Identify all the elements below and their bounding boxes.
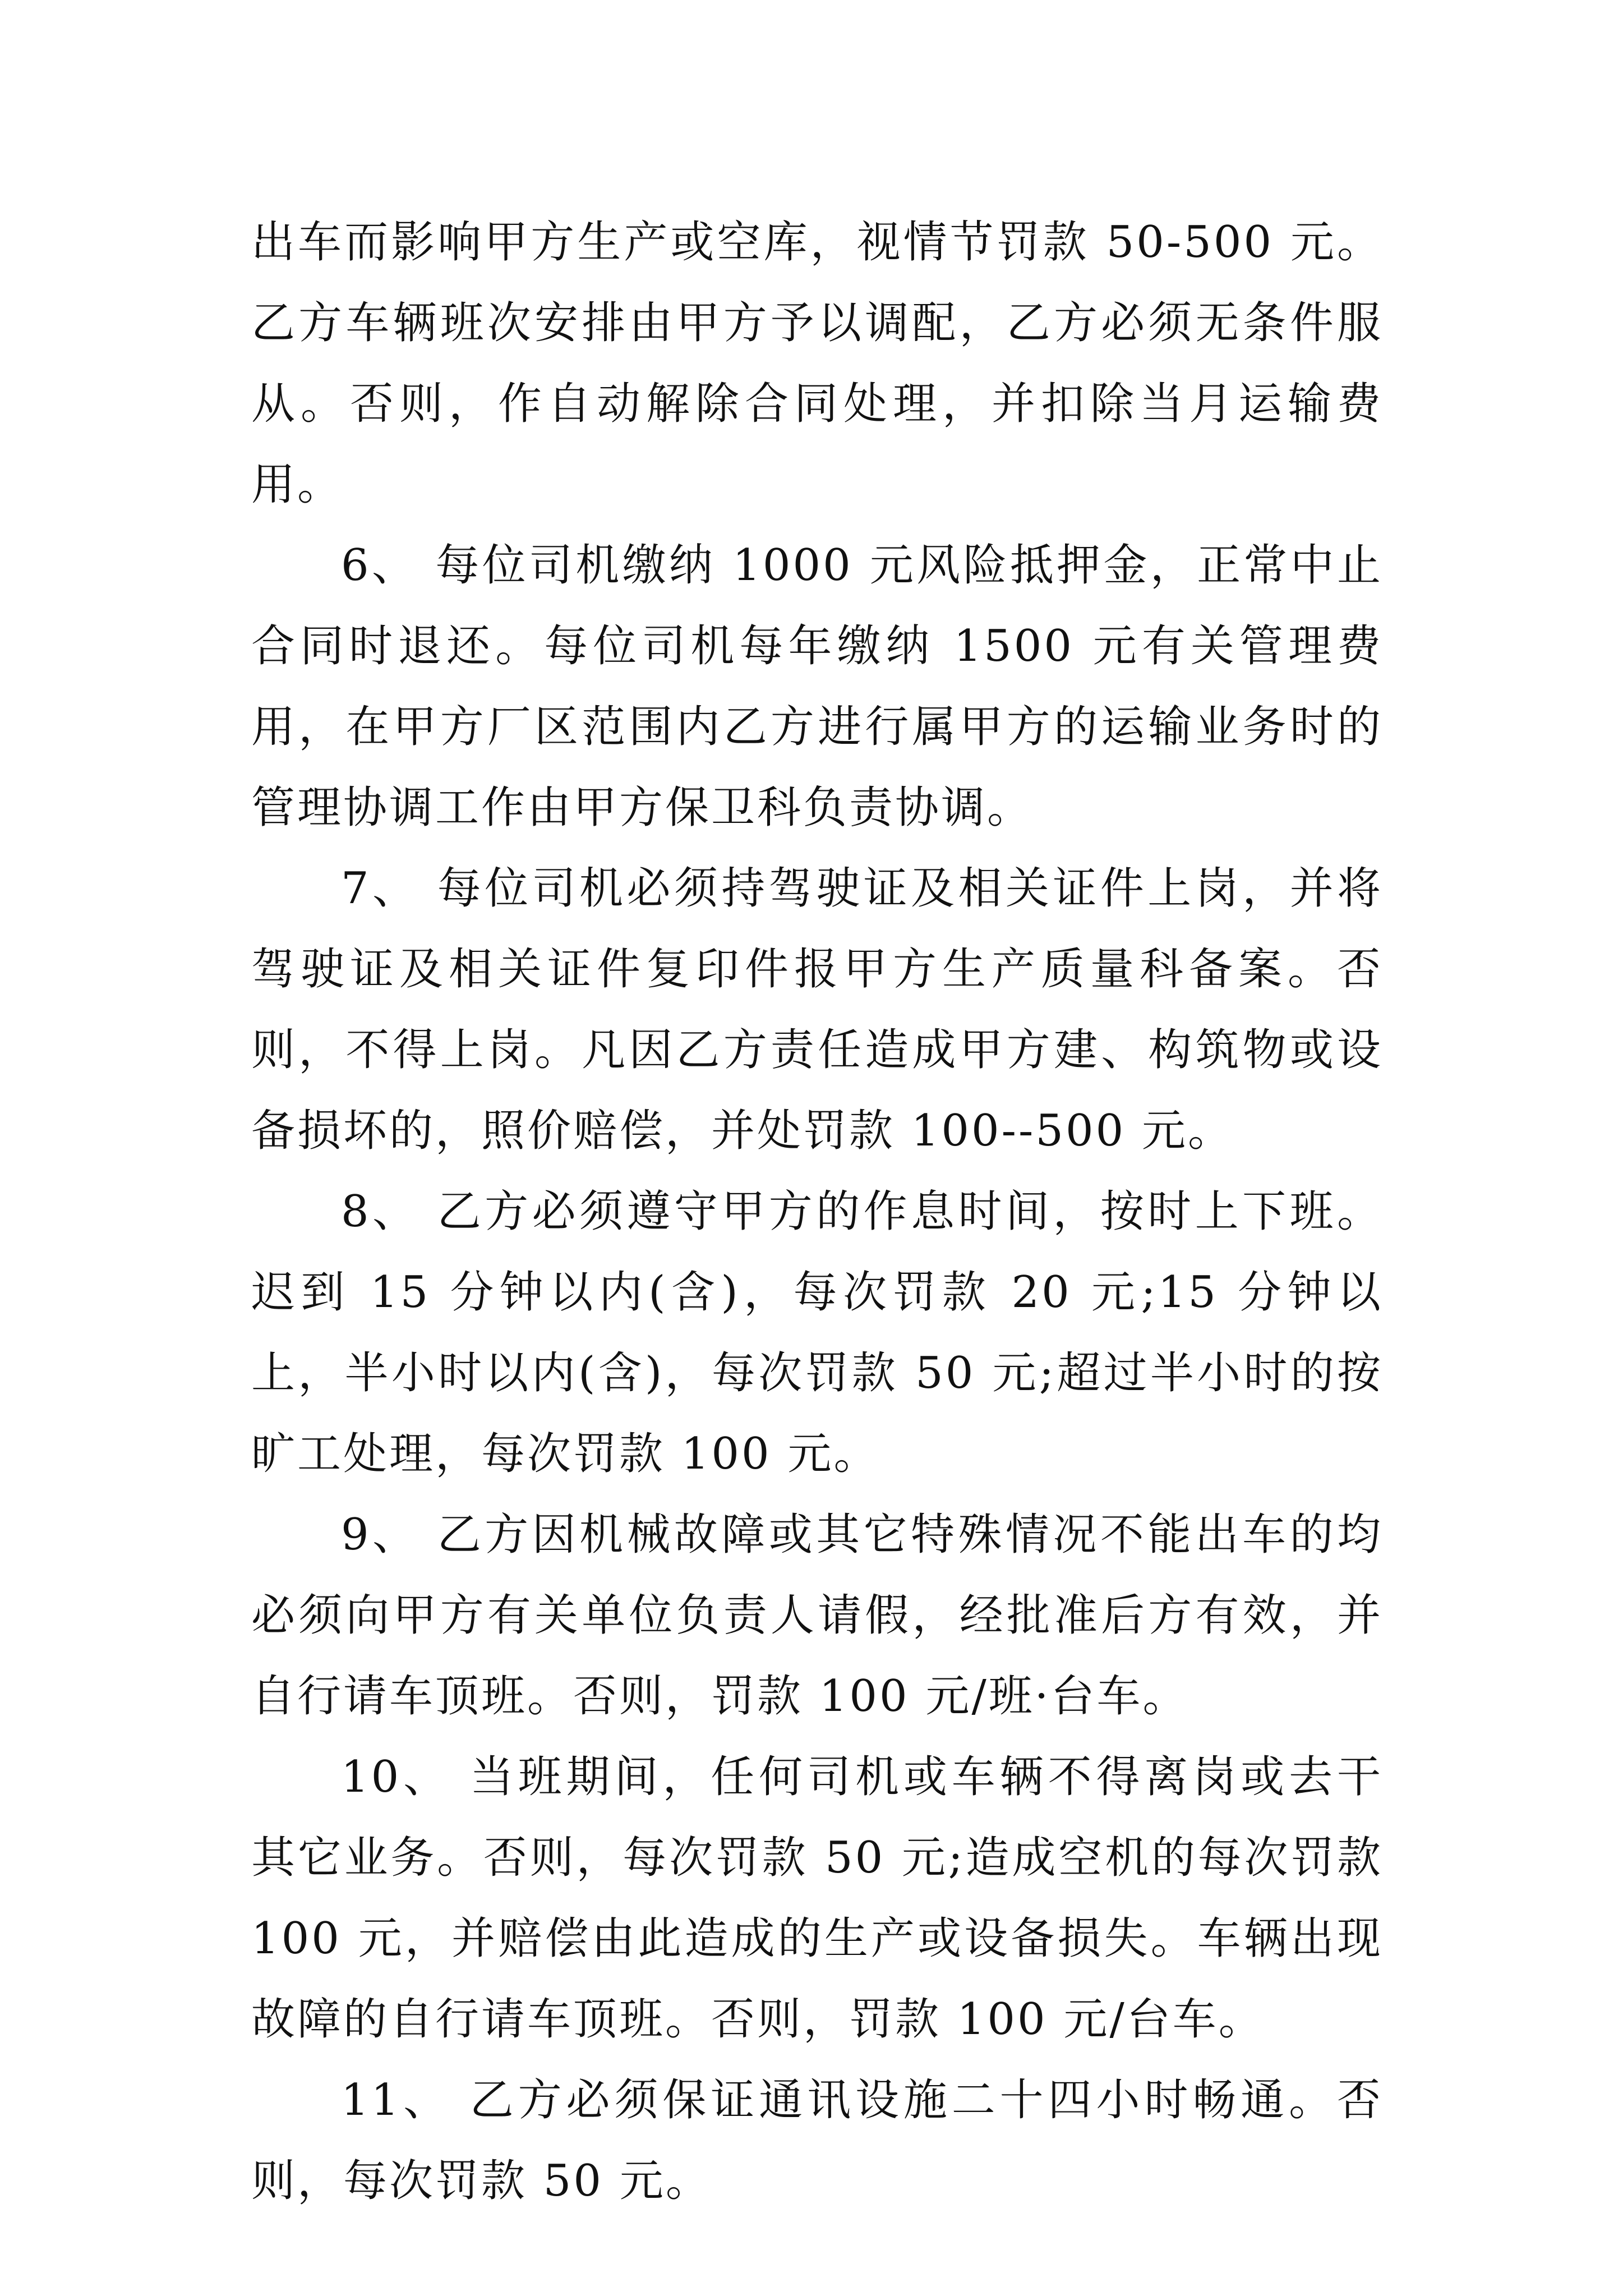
clause-11: 11、 乙方必须保证通讯设施二十四小时畅通。否则，每次罚款 50 元。 bbox=[251, 2075, 1383, 2206]
clause-7: 7、 每位司机必须持驾驶证及相关证件上岗，并将驾驶证及相关证件复印件报甲方生产质量科备案。否则，不得上岗。凡因乙方责任造成甲方建、构筑物或设备损坏的，照价赔偿，并处罚款 100--500 元。 bbox=[251, 863, 1383, 1156]
clause-9: 9、 乙方因机械故障或其它特殊情况不能出车的均必须向甲方有关单位负责人请假，经批准后方有效，并自行请车顶班。否则，罚款 100 元/班·台车。 bbox=[251, 1510, 1383, 1722]
document-body bbox=[251, 202, 1383, 2221]
clause-8: 8、 乙方必须遵守甲方的作息时间，按时上下班。迟到 15 分钟以内(含)，每次罚款 20 元;15 分钟以上，半小时以内(含)，每次罚款 50 元;超过半小时的按旷工处理，每次罚款 100 元。 bbox=[251, 1186, 1383, 1479]
paragraph-continuation: 出车而影响甲方生产或空库，视情节罚款 50-500 元。乙方车辆班次安排由甲方予以调配，乙方必须无条件服从。否则，作自动解除合同处理，并扣除当月运输费用。 bbox=[251, 217, 1383, 510]
clause-10: 10、 当班期间，任何司机或车辆不得离岗或去干其它业务。否则，每次罚款 50 元;造成空机的每次罚款 100 元，并赔偿由此造成的生产或设备损失。车辆出现故障的自行请车顶班。否则，罚款 100 元/台车。 bbox=[251, 1752, 1383, 2045]
clause-6: 6、 每位司机缴纳 1000 元风险抵押金，正常中止合同时退还。每位司机每年缴纳 1500 元有关管理费用，在甲方厂区范围内乙方进行属甲方的运输业务时的管理协调工作由甲方保卫科负责协调。 bbox=[251, 540, 1383, 833]
